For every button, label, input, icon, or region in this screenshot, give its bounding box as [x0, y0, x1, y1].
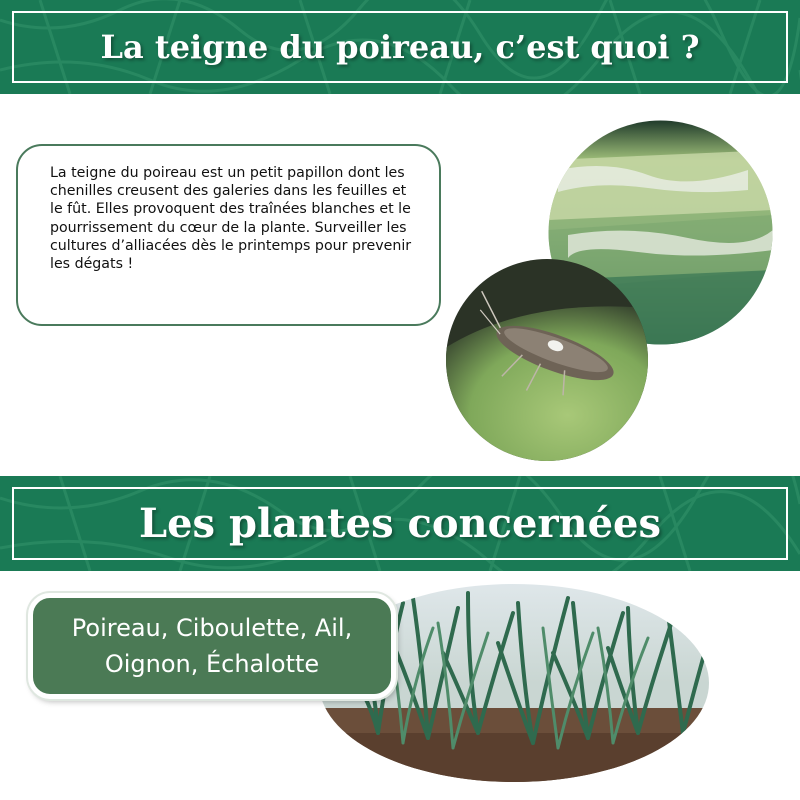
section-title: Les plantes concernées	[138, 500, 662, 547]
header-frame	[12, 11, 788, 83]
intro-paragraph: La teigne du poireau est un petit papillon dont les chenilles creusent des galeries dans les feuilles et le fût. Elles provoquent des traînées blanches et le pourrissement du cœur de la plante. Surveiller les cultures d’alliacées dès le printemps pour prevenir les dégats !	[50, 165, 412, 273]
header-banner	[0, 0, 800, 94]
intro-text-box	[16, 144, 441, 326]
section-banner	[0, 476, 800, 571]
section-frame	[12, 487, 788, 560]
plants-list-box	[28, 593, 396, 699]
page-title: La teigne du poireau, c’est quoi ?	[100, 28, 700, 66]
moth-photo	[445, 258, 649, 462]
plants-list-text: Poireau, Ciboulette, Ail, Oignon, Échalotte	[71, 614, 353, 678]
